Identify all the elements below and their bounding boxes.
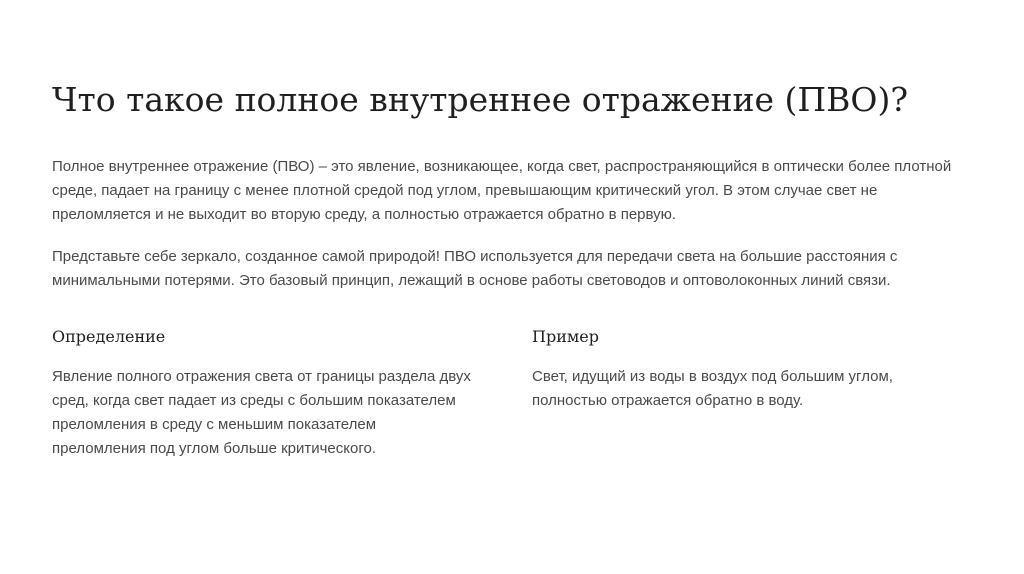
usage-paragraph: Представьте себе зеркало, созданное самой природой! ПВО используется для передачи света на большие расстояния с минимальными потерями. Это базовый принцип, лежащий в основе работы световодов и оптоволоконных линий связи. [52,248,898,289]
example-heading: Пример [532,327,600,346]
intro-paragraph: Полное внутреннее отражение (ПВО) – это явление, возникающее, когда свет, распространяющийся в оптически более плотной среде, падает на границу с менее плотной средой под углом, превышающим критический угол. В этом случае свет не преломляется и не выходит во вторую среду, а полностью отражается обратно в первую. [52,158,952,223]
definition-text: Явление полного отражения света от границы раздела двух сред, когда свет падает из среды с большим показателем преломления в среду с меньшим показателем преломления под углом больше критического. [52,368,471,457]
definition-heading: Определение [52,327,166,346]
example-text: Свет, идущий из воды в воздух под большим углом, полностью отражается обратно в воду. [532,368,893,409]
slide-title: Что такое полное внутреннее отражение (ПВО)? [52,80,909,119]
